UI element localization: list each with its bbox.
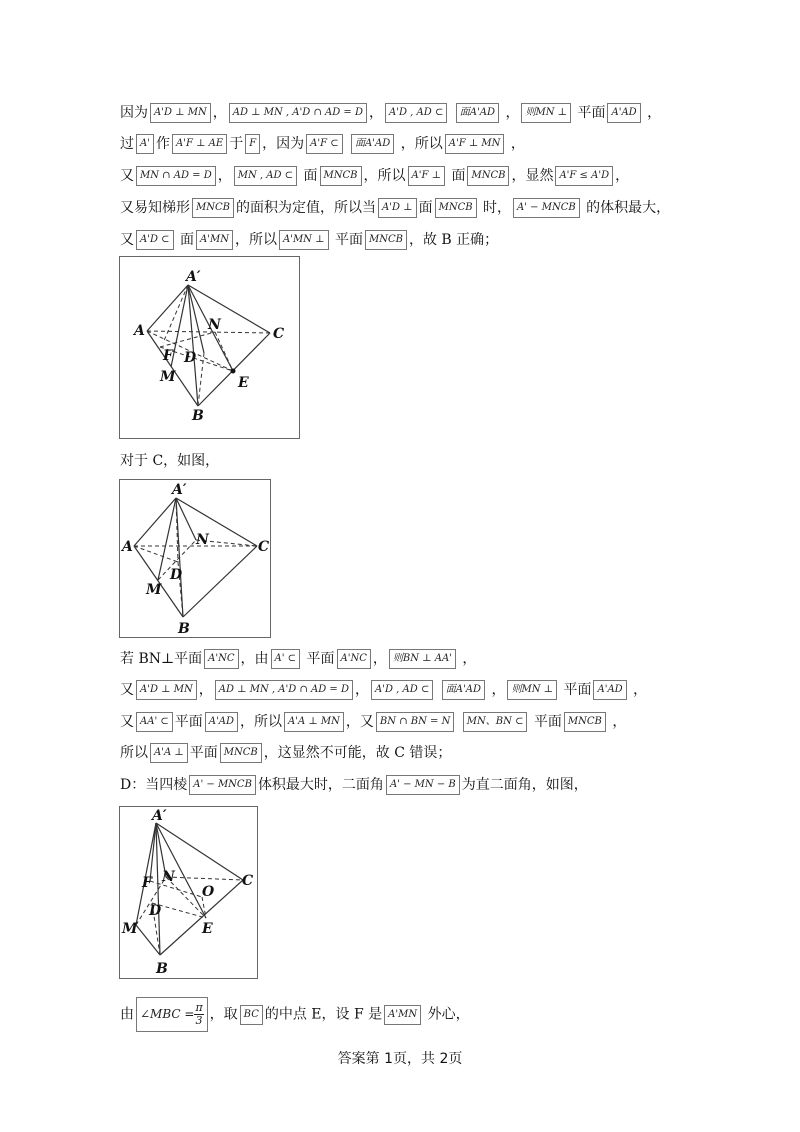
text-line: [120, 679, 647, 701]
text-run: ，: [355, 682, 369, 698]
formula-box: A'NC: [337, 649, 371, 669]
text-run: 于: [229, 136, 244, 152]
formula-box: A' ⊂: [271, 649, 301, 669]
fig2-label-b: B: [178, 621, 190, 637]
fig2-label-a-prime: A′: [172, 482, 187, 498]
text-run: 平面: [573, 105, 606, 121]
fig1-label-a: A: [134, 323, 145, 339]
text-run: 平面: [174, 714, 203, 730]
text-run: 所以: [120, 745, 148, 761]
text-run: 面: [175, 232, 194, 248]
fig1-label-e: E: [238, 375, 249, 391]
text-run: ，所以: [234, 232, 277, 248]
formula-box: 则MN ⊥: [521, 103, 571, 123]
formula-box: MNCB: [564, 712, 606, 732]
fig1-label-n: N: [208, 317, 221, 333]
text-run: 平面: [189, 745, 218, 761]
formula-box: A'MN ⊥: [279, 230, 329, 250]
text-run: ，因为: [262, 136, 305, 152]
text-run: ，所以: [363, 168, 406, 184]
text-run: ，: [642, 105, 662, 121]
formula-box: A' − MNCB: [513, 198, 580, 218]
text-run: ，: [198, 682, 213, 698]
text-run: [449, 105, 453, 121]
fig2-label-a: A: [122, 539, 133, 555]
text-run: 又: [120, 168, 134, 184]
formula-box: MNCB: [220, 743, 262, 763]
formula-box: MN ∩ AD = D: [136, 166, 216, 186]
figure-3: [119, 806, 258, 979]
text-run: ，取: [209, 1006, 238, 1023]
formula-box: MNCB: [192, 198, 234, 218]
formula-box: A'F ⊂: [306, 134, 342, 154]
text-run: 面: [447, 168, 466, 184]
text-run: 平面: [529, 714, 562, 730]
text-run: ，: [369, 105, 383, 121]
formula-box: 则BN ⊥ AA': [389, 649, 456, 669]
text-run: 时，: [478, 200, 512, 216]
text-run: ，: [372, 651, 387, 667]
figure-1: [119, 256, 300, 439]
formula-box: A'F ≤ A'D: [555, 166, 613, 186]
formula-box: [136, 997, 208, 1032]
page-footer: 答案第 1页，共 2页: [337, 1051, 463, 1067]
formula-box: MNCB: [435, 198, 477, 218]
formula-box: A'AD: [607, 103, 640, 123]
formula-box: BC: [240, 1005, 263, 1025]
text-run: ，: [615, 168, 630, 184]
formula-box: 面A'AD: [456, 103, 499, 123]
text-run: 平面: [330, 232, 363, 248]
text-run: 因为: [120, 105, 148, 121]
fraction-left: ∠MBC =: [140, 1007, 195, 1021]
text-line: [120, 450, 219, 472]
text-run: ，: [628, 682, 648, 698]
fig2-label-n: N: [196, 532, 209, 548]
text-run: ，: [212, 105, 227, 121]
text-run: [435, 682, 439, 698]
text-run: 面: [418, 200, 433, 216]
fig3-label-m: M: [122, 921, 138, 937]
fraction: [194, 1002, 203, 1027]
fig1-label-d: D: [184, 350, 197, 366]
formula-box: 面A'AD: [351, 134, 394, 154]
text-run: ，: [487, 682, 506, 698]
text-run: 为直二面角，如图，: [461, 777, 588, 793]
fig2-label-m: M: [146, 582, 162, 598]
text-run: 对于 C，如图，: [120, 453, 220, 469]
text-run: 又: [120, 714, 134, 730]
figure-2: [119, 479, 271, 638]
text-run: ，所以: [239, 714, 282, 730]
formula-box: MNCB: [365, 230, 407, 250]
formula-box: A'F ⊥: [408, 166, 446, 186]
formula-box: A'AD: [593, 680, 626, 700]
text-run: ，又: [345, 714, 374, 730]
text-line: [120, 742, 451, 764]
formula-box: 面A'AD: [442, 680, 485, 700]
formula-box: MN , AD ⊂: [234, 166, 297, 186]
fig2-label-d: D: [170, 567, 183, 583]
text-run: 由: [120, 1006, 134, 1023]
fig3-label-n: N: [162, 869, 175, 885]
text-run: ，显然: [511, 168, 554, 184]
formula-box: A'D , AD ⊂: [385, 103, 447, 123]
formula-box: MNCB: [320, 166, 362, 186]
text-run: 又: [120, 232, 134, 248]
formula-box: A'A ⊥ MN: [284, 712, 344, 732]
fig3-label-e: E: [202, 921, 213, 937]
formula-box: A'MN: [384, 1005, 421, 1025]
formula-box: AA' ⊂: [136, 712, 173, 732]
text-run: 体积最大时，二面角: [257, 777, 384, 793]
text-run: 作: [155, 136, 170, 152]
formula-box: A'D ⊥: [378, 198, 417, 218]
text-run: 的面积为定值，所以当: [236, 200, 376, 216]
fig1-label-m: M: [160, 369, 176, 385]
text-line: [120, 711, 626, 733]
fig3-label-b: B: [156, 961, 168, 977]
fig3-label-f: F: [142, 875, 152, 891]
formula-box: A' − MNCB: [189, 775, 256, 795]
text-line: [120, 774, 588, 796]
text-run: ，: [501, 105, 520, 121]
formula-box: A'D , AD ⊂: [371, 680, 433, 700]
text-run: 又: [120, 682, 134, 698]
formula-box: F: [245, 134, 260, 154]
formula-box: A'D ⊥ MN: [150, 103, 211, 123]
formula-box: A'MN: [196, 230, 233, 250]
text-run: 平面: [559, 682, 592, 698]
text-run: 外心，: [423, 1006, 470, 1023]
fig1-label-f: F: [163, 348, 173, 364]
fraction-numerator: π: [195, 1001, 203, 1014]
text-line: [120, 997, 470, 1032]
text-run: ，: [457, 651, 477, 667]
text-run: ，所以: [396, 136, 443, 152]
text-line: [120, 165, 629, 187]
formula-box: A'A ⊥: [150, 743, 188, 763]
text-run: 若 BN⊥平面: [120, 651, 203, 667]
text-line: [120, 197, 670, 219]
text-run: 平面: [302, 651, 335, 667]
formula-box: AD ⊥ MN , A'D ∩ AD = D: [229, 103, 367, 123]
formula-box: A'F ⊥ MN: [445, 134, 505, 154]
text-run: 面: [299, 168, 318, 184]
text-run: D：当四棱: [120, 777, 188, 793]
formula-box: A'F ⊥ AE: [172, 134, 227, 154]
fraction-denominator: 3: [195, 1014, 203, 1027]
text-run: ，这显然不可能，故 C 错误；: [263, 745, 452, 761]
text-run: ，由: [240, 651, 269, 667]
text-line: [120, 648, 476, 670]
formula-box: 则MN ⊥: [507, 680, 557, 700]
text-run: 又易知梯形: [120, 200, 190, 216]
text-run: ，: [217, 168, 232, 184]
fig1-label-a-prime: A′: [186, 269, 201, 285]
formula-box: BN ∩ BN = N: [376, 712, 454, 732]
formula-box: MNCB: [467, 166, 509, 186]
text-run: [345, 136, 349, 152]
text-run: ，故 B 正确；: [408, 232, 499, 248]
text-run: 的体积最大，: [581, 200, 671, 216]
text-line: [120, 133, 525, 155]
fig3-label-a-prime: A′: [152, 808, 167, 824]
formula-box: A'D ⊥ MN: [136, 680, 197, 700]
text-run: 过: [120, 136, 134, 152]
fig3-label-c: C: [242, 873, 254, 889]
text-run: ，: [607, 714, 627, 730]
formula-box: A' − MN − B: [386, 775, 460, 795]
fig3-label-o: O: [202, 884, 215, 900]
fig2-label-c: C: [258, 539, 270, 555]
fig3-label-d: D: [149, 903, 162, 919]
formula-box: AD ⊥ MN , A'D ∩ AD = D: [215, 680, 353, 700]
text-run: ，: [506, 136, 525, 152]
fig1-label-c: C: [273, 326, 285, 342]
text-run: 的中点 E，设 F 是: [264, 1006, 383, 1023]
formula-box: A'D ⊂: [136, 230, 174, 250]
fig1-label-b: B: [192, 408, 204, 424]
formula-box: MN、BN ⊂: [463, 712, 528, 732]
text-line: [120, 229, 498, 251]
formula-box: A'AD: [205, 712, 238, 732]
formula-box: A': [136, 134, 154, 154]
text-run: [456, 714, 460, 730]
formula-box: A'NC: [204, 649, 238, 669]
text-line: [120, 102, 661, 124]
